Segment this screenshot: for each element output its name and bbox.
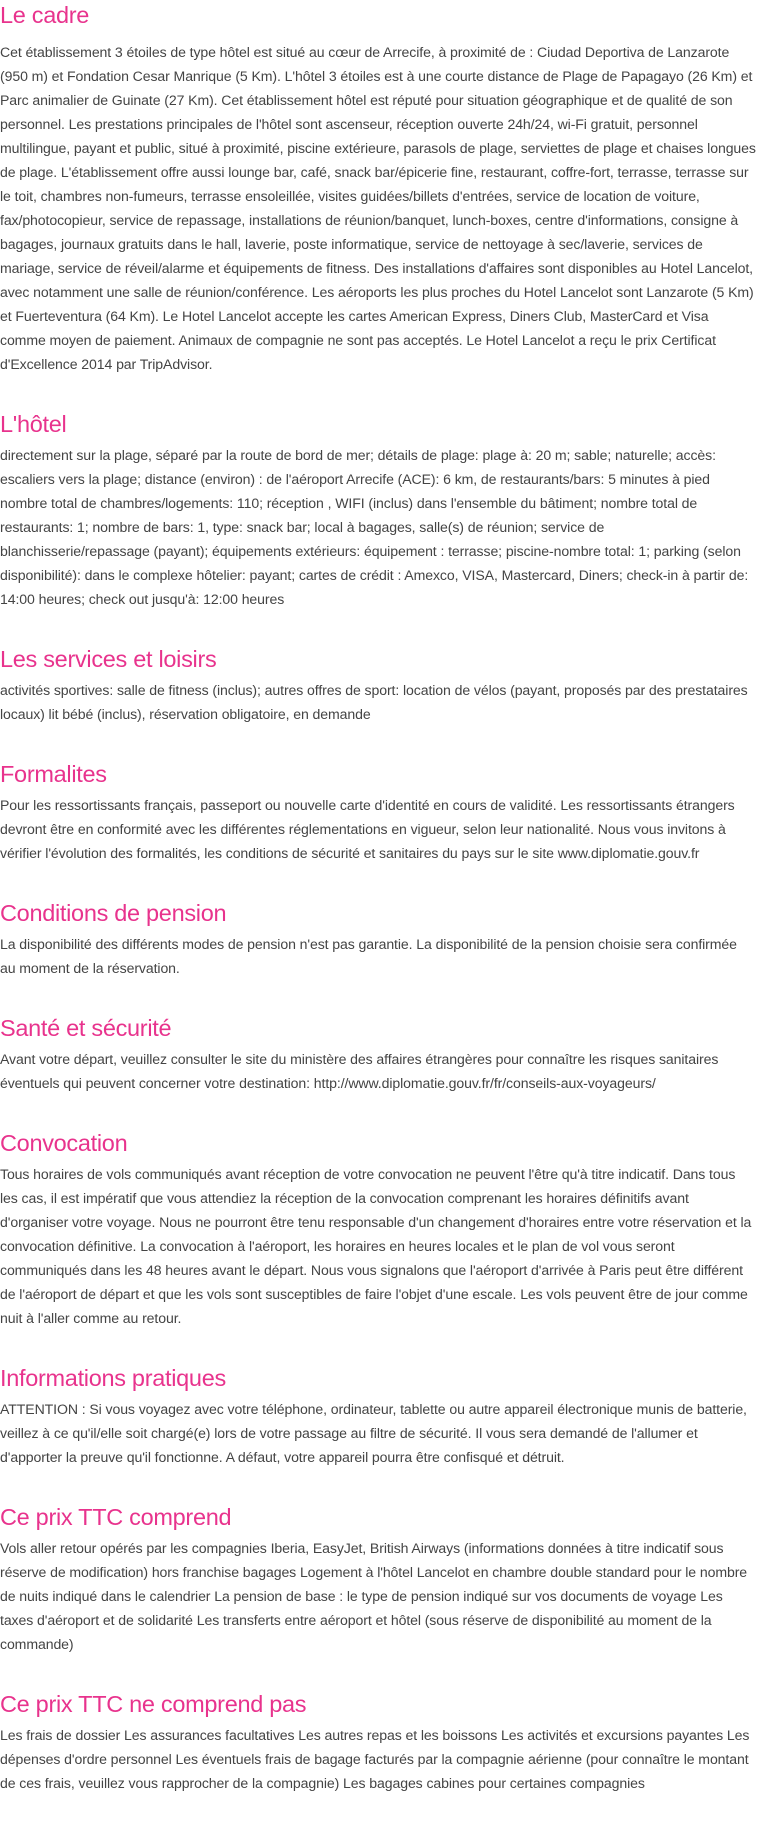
section-title: Informations pratiques	[0, 1365, 226, 1391]
section-spacer	[0, 726, 756, 758]
section-spacer	[0, 865, 756, 897]
section-body: Les frais de dossier Les assurances facultatives Les autres repas et les boissons Les activités et excursions payantes Les dépenses d'ordre personnel Les éventuels frais de bagage facturés par la compagnie aérienne (pour connaître le montant de ces frais, veuillez vous rapprocher de la compagnie) Les bagages cabines pour certaines compagnies	[0, 1727, 750, 1791]
section-spacer	[0, 980, 756, 1012]
section-convocation	[0, 1127, 756, 1330]
section-body: ATTENTION : Si vous voyagez avec votre téléphone, ordinateur, tablette ou autre appareil électronique munis de batterie, veillez à ce qu'il/elle soit chargé(e) lors de votre passage au filtre de sécurité. Il vous sera demandé de l'allumer et d'apporter la preuve qu'il fonctionne. A défaut, votre appareil pourra être confisqué et détruit.	[0, 1401, 747, 1465]
section-title: Convocation	[0, 1130, 128, 1156]
section-le-cadre	[0, 0, 756, 376]
section-spacer	[0, 1330, 756, 1362]
section-conditions-pension	[0, 897, 756, 980]
section-body: Vols aller retour opérés par les compagnies Iberia, EasyJet, British Airways (informations données à titre indicatif sous réserve de modification) hors franchise bagages Logement à l'hôtel Lancelot en chambre double standard pour le nombre de nuits indiqué dans le calendrier La pension de base : le type de pension indiqué sur vos documents de voyage Les taxes d'aéroport et de solidarité Les transferts entre aéroport et hôtel (sous réserve de disponibilité au moment de la commande)	[0, 1540, 748, 1652]
section-spacer	[0, 1656, 756, 1688]
section-body: activités sportives: salle de fitness (inclus); autres offres de sport: location de vélos (payant, proposés par des prestataires locaux) lit bébé (inclus), réservation obligatoire, en demande	[0, 682, 748, 722]
section-title: Santé et sécurité	[0, 1015, 172, 1041]
section-body: Avant votre départ, veuillez consulter le site du ministère des affaires étrangères pour connaître les risques sanitaires éventuels qui peuvent concerner votre destination: http://www.diplomatie.gouv.fr/fr/conseils-aux-voyageurs/	[0, 1051, 719, 1091]
section-prix-comprend	[0, 1501, 756, 1656]
section-spacer	[0, 1095, 756, 1127]
section-services-loisirs	[0, 643, 756, 726]
section-spacer	[0, 611, 756, 643]
section-title: Le cadre	[0, 2, 90, 28]
section-body: Cet établissement 3 étoiles de type hôtel est situé au cœur de Arrecife, à proximité de : Ciudad Deportiva de Lanzarote (950 m) et Fondation Cesar Manrique (5 Km). L'hôtel 3 étoiles est à une courte distance de Plage de Papagayo (26 Km) et Parc animalier de Guinate (27 Km). Cet établissement hôtel est réputé pour situation géographique et de qualité de son personnel. Les prestations principales de l'hôtel sont ascenseur, réception ouverte 24h/24, wi-Fi gratuit, personnel multilingue, payant et public, situé à proximité, piscine extérieure, parasols de plage, serviettes de plage et chaises longues de plage. L'établissement offre aussi lounge bar, café, snack bar/épicerie fine, restaurant, coffre-fort, terrasse, terrasse sur le toit, chambres non-fumeurs, terrasse ensoleillée, visites guidées/billets d'entrées, service de location de voiture, fax/photocopieur, service de repassage, installations de réunion/banquet, lunch-boxes, centre d'informations, consigne à bagages, journaux gratuits dans le hall, laverie, poste informatique, service de nettoyage à sec/laverie, services de mariage, service de réveil/alarme et équipements de fitness. Des installations d'affaires sont disponibles au Hotel Lancelot, avec notamment une salle de réunion/conférence. Les aéroports les plus proches du Hotel Lancelot sont Lanzarote (5 Km) et Fuerteventura (64 Km). Le Hotel Lancelot accepte les cartes American Express, Diners Club, MasterCard et Visa comme moyen de paiement. Animaux de compagnie ne sont pas acceptés. Le Hotel Lancelot a reçu le prix Certificat d'Excellence 2014 par TripAdvisor.	[0, 44, 756, 372]
section-spacer	[0, 376, 756, 408]
section-body: directement sur la plage, séparé par la route de bord de mer; détails de plage: plage à: 20 m; sable; naturelle; accès: escaliers vers la plage; distance (environ) : de l'aéroport Arrecife (ACE): 6 km, de restaurants/bars: 5 minutes à pied nombre total de chambres/logements: 110; réception , WIFI (inclus) dans l'ensemble du bâtiment; nombre total de restaurants: 1; nombre de bars: 1, type: snack bar; local à bagages, salle(s) de réunion; service de blanchisserie/repassage (payant); équipements extérieurs: équipement : terrasse; piscine-nombre total: 1; parking (selon disponibilité): dans le complexe hôtelier: payant; cartes de crédit : Amexco, VISA, Mastercard, Diners; check-in à partir de: 14:00 heures; check out jusqu'à: 12:00 heures	[0, 447, 749, 607]
section-title: Conditions de pension	[0, 900, 227, 926]
section-body: Tous horaires de vols communiqués avant réception de votre convocation ne peuvent l'être qu'à titre indicatif. Dans tous les cas, il est impératif que vous attendiez la réception de la convocation comprenant les horaires définitifs avant d'organiser votre voyage. Nous ne pourront être tenu responsable d'un changement d'horaires entre votre réservation et la convocation définitive. La convocation à l'aéroport, les horaires en heures locales et le plan de vol vous seront communiqués dans les 48 heures avant le départ. Nous vous signalons que l'aéroport d'arrivée à Paris peut être différent de l'aéroport de départ et que les vols sont susceptibles de faire l'objet d'une escale. Les vols peuvent être de jour comme nuit à l'aller comme au retour.	[0, 1166, 752, 1326]
section-title: Formalites	[0, 761, 107, 787]
section-prix-ne-comprend-pas	[0, 1688, 756, 1795]
section-title: Les services et loisirs	[0, 646, 217, 672]
section-sante-securite	[0, 1012, 756, 1095]
section-spacer	[0, 1469, 756, 1501]
section-title: Ce prix TTC comprend	[0, 1504, 232, 1530]
section-formalites	[0, 758, 756, 865]
section-body: La disponibilité des différents modes de pension n'est pas garantie. La disponibilité de la pension choisie sera confirmée au moment de la réservation.	[0, 936, 737, 976]
section-title: Ce prix TTC ne comprend pas	[0, 1691, 307, 1717]
section-title: L'hôtel	[0, 411, 67, 437]
section-l-hotel	[0, 408, 756, 611]
section-informations-pratiques	[0, 1362, 756, 1469]
section-body: Pour les ressortissants français, passeport ou nouvelle carte d'identité en cours de validité. Les ressortissants étrangers devront être en conformité avec les différentes réglementations en vigueur, selon leur nationalité. Nous vous invitons à vérifier l'évolution des formalités, les conditions de sécurité et sanitaires du pays sur le site www.diplomatie.gouv.fr	[0, 797, 735, 861]
